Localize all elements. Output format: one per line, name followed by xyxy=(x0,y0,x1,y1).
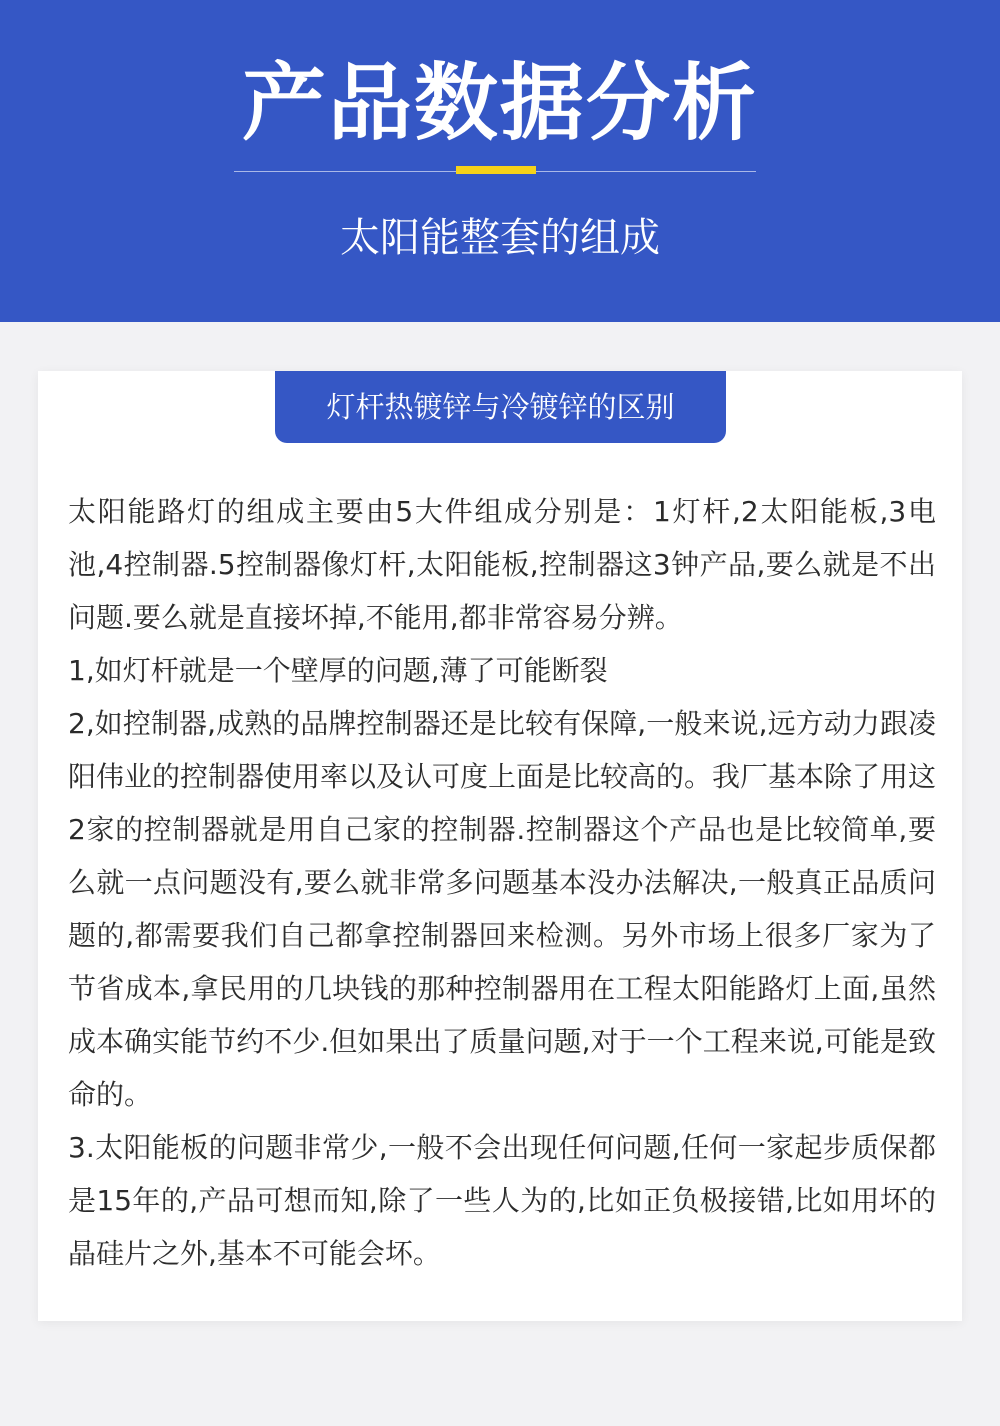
article-body xyxy=(68,485,936,1280)
paragraph-point-3: 3.太阳能板的问题非常少,一般不会出现任何问题,任何一家起步质保都是15年的,产品可想而知,除了一些人为的,比如正负极接错,比如用坏的晶硅片之外,基本不可能会坏。 xyxy=(68,1131,936,1270)
title-accent-bar xyxy=(456,166,536,174)
page-subtitle: 太阳能整套的组成 xyxy=(340,215,660,261)
content-card xyxy=(38,371,962,1321)
paragraph-intro: 太阳能路灯的组成主要由5大件组成分别是：1灯杆,2太阳能板,3电池,4控制器.5控制器像灯杆,太阳能板,控制器这3钟产品,要么就是不出问题.要么就是直接坏掉,不能用,都非常容易分辨。 xyxy=(68,495,936,634)
section-tab: 灯杆热镀锌与冷镀锌的区别 xyxy=(275,371,726,443)
paragraph-point-1: 1,如灯杆就是一个壁厚的问题,薄了可能断裂 xyxy=(68,654,608,687)
header-banner xyxy=(0,0,1000,322)
page-title: 产品数据分析 xyxy=(241,54,758,152)
paragraph-point-2: 2,如控制器,成熟的品牌控制器还是比较有保障,一般来说,远方动力跟凌阳伟业的控制器使用率以及认可度上面是比较高的。我厂基本除了用这2家的控制器就是用自己家的控制器.控制器这个产品也是比较简单,要么就一点问题没有,要么就非常多问题基本没办法解决,一般真正品质问题的,都需要我们自己都拿控制器回来检测。另外市场上很多厂家为了节省成本,拿民用的几块钱的那种控制器用在工程太阳能路灯上面,虽然成本确实能节约不少.但如果出了质量问题,对于一个工程来说,可能是致命的。 xyxy=(68,707,937,1111)
